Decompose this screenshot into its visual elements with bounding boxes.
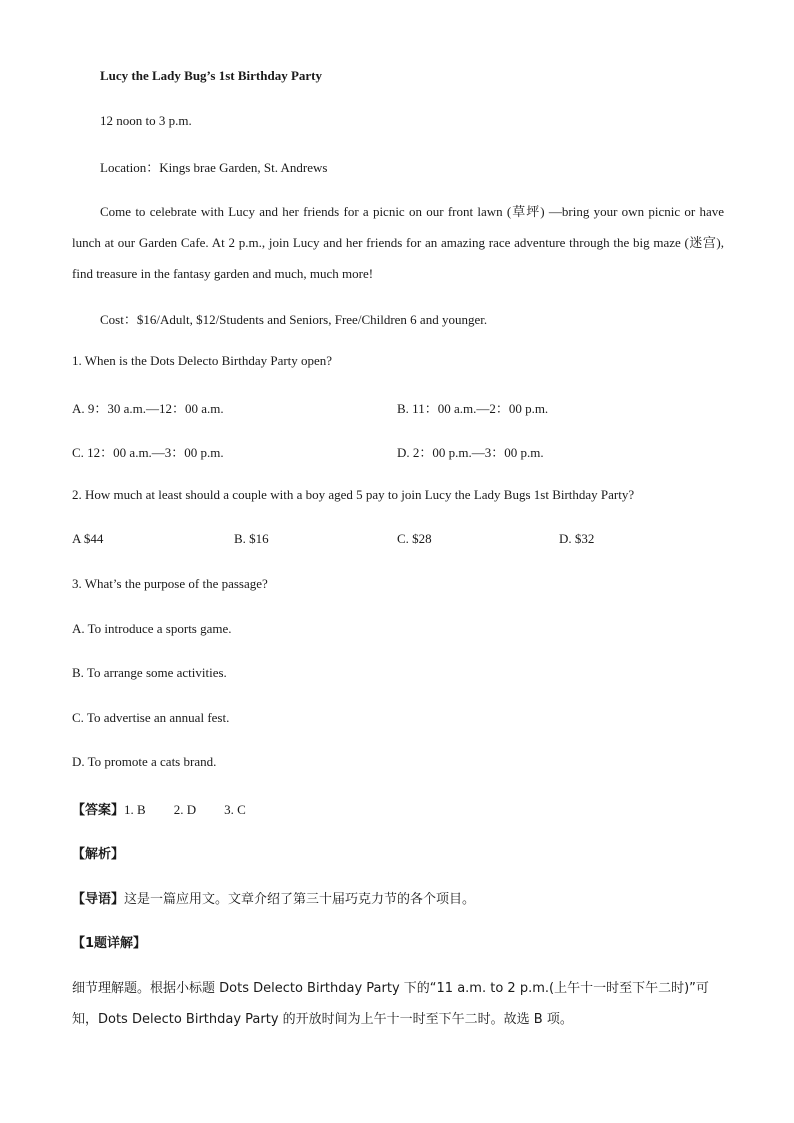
- question-1-option-a: A. 9：30 a.m.—12：00 a.m.: [72, 401, 224, 416]
- answer-2: 2. D: [173, 802, 197, 817]
- passage-title: Lucy the Lady Bug’s 1st Birthday Party: [100, 68, 322, 83]
- question-3-stem: 3. What’s the purpose of the passage?: [72, 576, 268, 591]
- question-2-stem: 2. How much at least should a couple with a boy aged 5 pay to join Lucy the Lady Bugs 1st Birthday Party?: [72, 487, 635, 502]
- q1-detail-line-2: 知，Dots Delecto Birthday Party 的开放时间为上午十一时至下午二时。故选 B 项。: [72, 1012, 573, 1027]
- q1-detail-tag: 【1题详解】: [72, 936, 147, 951]
- question-2-option-b: B. $16: [234, 531, 269, 546]
- guide-text: 这是一篇应用文。文章介绍了第三十届巧克力节的各个项目。: [124, 892, 476, 907]
- question-2-option-d: D. $32: [559, 531, 595, 546]
- question-3-option-d: D. To promote a cats brand.: [72, 754, 217, 769]
- answer-3: 3. C: [224, 802, 246, 817]
- question-2-option-a: A $44: [72, 531, 104, 546]
- question-1-option-c: C. 12：00 a.m.—3：00 p.m.: [72, 445, 224, 460]
- question-3-option-a: A. To introduce a sports game.: [72, 621, 232, 636]
- analysis-tag: 【解析】: [72, 847, 125, 862]
- question-1-option-b: B. 11：00 a.m.—2：00 p.m.: [397, 401, 549, 416]
- passage-time: 12 noon to 3 p.m.: [100, 113, 192, 128]
- answer-row: [72, 799, 246, 818]
- passage-location: Location：Kings brae Garden, St. Andrews: [100, 160, 328, 175]
- passage-body: Come to celebrate with Lucy and her friends for a picnic on our front lawn (草坪) —bring your own picnic or have lunch at our Garden Cafe. At 2 p.m., join Lucy and her friends for an amazing race adventure through the big maze (迷宫), find treasure in the fantasy garden and much, much more!: [72, 204, 724, 281]
- guide-row: [72, 888, 475, 907]
- question-2-option-c: C. $28: [397, 531, 432, 546]
- guide-tag: 【导语】: [72, 892, 125, 907]
- passage-cost: Cost：$16/Adult, $12/Students and Seniors, Free/Children 6 and younger.: [100, 312, 488, 327]
- q1-detail-line-1: 细节理解题。根据小标题 Dots Delecto Birthday Party 下的“11 a.m. to 2 p.m.(上午十一时至下午二时)”可: [72, 981, 709, 996]
- question-3-option-b: B. To arrange some activities.: [72, 665, 227, 680]
- question-1-stem: 1. When is the Dots Delecto Birthday Party open?: [72, 353, 333, 368]
- answer-1: 1. B: [124, 802, 146, 817]
- question-3-option-c: C. To advertise an annual fest.: [72, 710, 230, 725]
- question-1-option-d: D. 2：00 p.m.—3：00 p.m.: [397, 445, 544, 460]
- answer-tag: 【答案】: [72, 803, 125, 818]
